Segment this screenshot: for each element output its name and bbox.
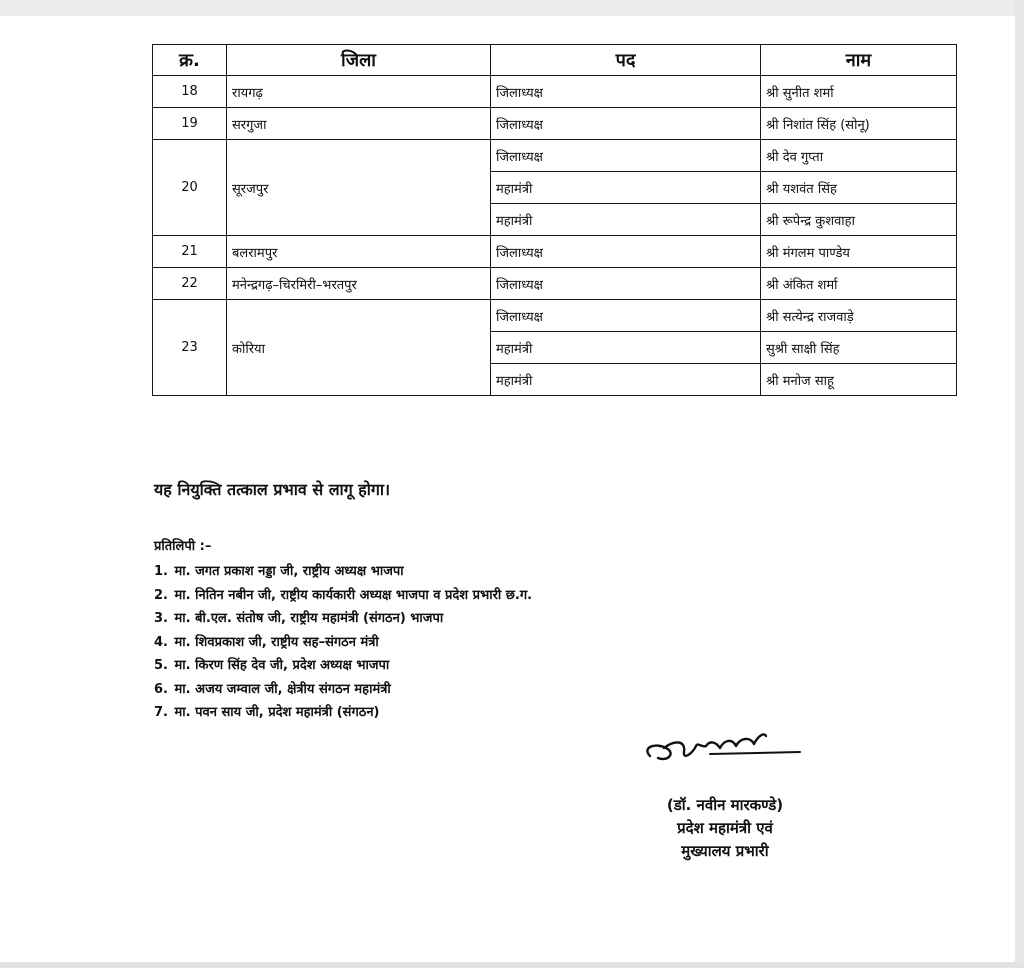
effective-notice: यह नियुक्ति तत्काल प्रभाव से लागू होगा। bbox=[154, 480, 391, 499]
serial-number: 19 bbox=[153, 108, 227, 140]
list-item-number: 3. bbox=[154, 611, 168, 626]
header-district: जिला bbox=[227, 45, 491, 76]
post-cell: जिलाध्यक्ष bbox=[491, 76, 761, 108]
list-item-number: 7. bbox=[154, 705, 168, 720]
post-cell: जिलाध्यक्ष bbox=[491, 140, 761, 172]
serial-number: 20 bbox=[153, 140, 227, 236]
post-cell: महामंत्री bbox=[491, 364, 761, 396]
post-cell: जिलाध्यक्ष bbox=[491, 268, 761, 300]
name-cell: सुश्री साक्षी सिंह bbox=[761, 332, 957, 364]
district-cell: रायगढ़ bbox=[227, 76, 491, 108]
district-cell: सूरजपुर bbox=[227, 140, 491, 236]
serial-number: 23 bbox=[153, 300, 227, 396]
table-row bbox=[153, 108, 957, 140]
post-cell: महामंत्री bbox=[491, 332, 761, 364]
post-cell: महामंत्री bbox=[491, 172, 761, 204]
signatory-name: (डॉ. नवीन मारकण्डे) bbox=[666, 796, 784, 814]
header-serial: क्र. bbox=[153, 45, 227, 76]
list-item bbox=[154, 607, 532, 631]
name-cell: श्री रूपेन्द्र कुशवाहा bbox=[761, 204, 957, 236]
serial-number: 22 bbox=[153, 268, 227, 300]
list-item-number: 2. bbox=[154, 587, 168, 603]
list-item bbox=[154, 678, 532, 702]
name-cell: श्री अंकित शर्मा bbox=[761, 268, 957, 300]
table-row bbox=[153, 268, 957, 300]
list-item-number: 6. bbox=[154, 681, 168, 697]
name-cell: श्री मंगलम पाण्डेय bbox=[761, 236, 957, 268]
name-cell: श्री सुनीत शर्मा bbox=[761, 76, 957, 108]
list-item-text: मा. शिवप्रकाश जी, राष्ट्रीय सह–संगठन मंत्री bbox=[174, 634, 379, 650]
signatory-title: प्रदेश महामंत्री एवं bbox=[677, 819, 773, 837]
copy-to-list bbox=[154, 560, 532, 725]
post-cell: जिलाध्यक्ष bbox=[491, 300, 761, 332]
name-cell: श्री यशवंत सिंह bbox=[761, 172, 957, 204]
list-item-text: मा. किरण सिंह देव जी, प्रदेश अध्यक्ष भाजपा bbox=[174, 658, 390, 673]
copy-to-heading: प्रतिलिपी :– bbox=[154, 539, 212, 554]
list-item bbox=[154, 701, 532, 725]
list-item-number: 5. bbox=[154, 658, 168, 673]
district-cell: मनेन्द्रगढ़–चिरमिरी–भरतपुर bbox=[227, 268, 491, 300]
table-row bbox=[153, 76, 957, 108]
list-item bbox=[154, 654, 532, 678]
table-row bbox=[153, 236, 957, 268]
appointments-table bbox=[152, 44, 957, 396]
table-row bbox=[153, 140, 957, 172]
list-item-text: मा. बी.एल. संतोष जी, राष्ट्रीय महामंत्री (संगठन) भाजपा bbox=[174, 611, 444, 626]
list-item-text: मा. नितिन नबीन जी, राष्ट्रीय कार्यकारी अध्यक्ष भाजपा व प्रदेश प्रभारी छ.ग. bbox=[174, 587, 533, 603]
name-cell: श्री सत्येन्द्र राजवाड़े bbox=[761, 300, 957, 332]
post-cell: जिलाध्यक्ष bbox=[491, 108, 761, 140]
post-cell: महामंत्री bbox=[491, 204, 761, 236]
serial-number: 21 bbox=[153, 236, 227, 268]
list-item-number: 1. bbox=[154, 564, 168, 579]
header-post: पद bbox=[491, 45, 761, 76]
district-cell: सरगुजा bbox=[227, 108, 491, 140]
name-cell: श्री देव गुप्ता bbox=[761, 140, 957, 172]
list-item-text: मा. पवन साय जी, प्रदेश महामंत्री (संगठन) bbox=[174, 705, 380, 720]
list-item-number: 4. bbox=[154, 634, 168, 650]
page-edge bbox=[0, 962, 1024, 968]
handwritten-signature bbox=[640, 718, 810, 780]
list-item-text: मा. अजय जम्वाल जी, क्षेत्रीय संगठन महामंत्री bbox=[174, 681, 391, 697]
list-item bbox=[154, 631, 532, 655]
list-item-text: मा. जगत प्रकाश नड्डा जी, राष्ट्रीय अध्यक्ष भाजपा bbox=[174, 564, 404, 579]
name-cell: श्री निशांत सिंह (सोनू) bbox=[761, 108, 957, 140]
page-edge bbox=[1015, 0, 1024, 968]
district-cell: कोरिया bbox=[227, 300, 491, 396]
table-row bbox=[153, 300, 957, 332]
list-item bbox=[154, 584, 532, 608]
signatory-title: मुख्यालय प्रभारी bbox=[681, 842, 769, 860]
name-cell: श्री मनोज साहू bbox=[761, 364, 957, 396]
header-name: नाम bbox=[761, 45, 957, 76]
list-item bbox=[154, 560, 532, 584]
serial-number: 18 bbox=[153, 76, 227, 108]
signatory-block bbox=[610, 794, 840, 863]
district-cell: बलरामपुर bbox=[227, 236, 491, 268]
page-edge bbox=[0, 0, 1024, 16]
post-cell: जिलाध्यक्ष bbox=[491, 236, 761, 268]
table-header-row bbox=[153, 45, 957, 76]
